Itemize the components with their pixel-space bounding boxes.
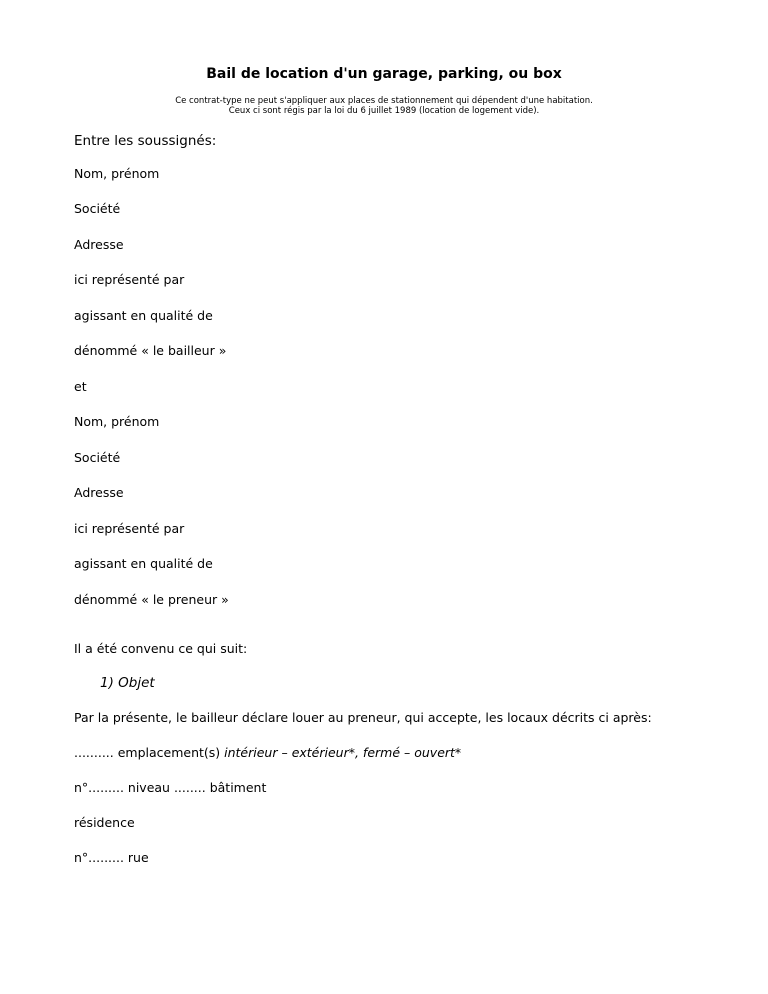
preneur-societe-field[interactable]: Société [74, 450, 121, 465]
subtitle-line-2: Ceux ci sont régis par la loi du 6 juillet 1989 (location de logement vide). [228, 106, 540, 116]
rue-field[interactable]: n°......... rue [74, 850, 149, 865]
subtitle-line-1: Ce contrat-type ne peut s'appliquer aux places de stationnement qui dépendent d'une habitation. [175, 96, 593, 106]
section-objet-heading: 1) Objet [100, 675, 155, 691]
bailleur-adresse-field[interactable]: Adresse [74, 237, 124, 252]
emplacement-field[interactable]: .......... emplacement(s) intérieur – extérieur*, fermé – ouvert* [74, 745, 462, 760]
preneur-denomme: dénommé « le preneur » [74, 592, 229, 607]
preneur-nom-field[interactable]: Nom, prénom [74, 414, 160, 429]
contract-page-lower [74, 0, 694, 994]
numero-niveau-batiment-field[interactable]: n°......... niveau ........ bâtiment [74, 780, 267, 795]
bailleur-societe-field[interactable]: Société [74, 201, 121, 216]
preneur-qualite-field[interactable]: agissant en qualité de [74, 556, 213, 571]
emplacement-options: intérieur – extérieur*, fermé – ouvert* [224, 745, 462, 760]
document-title: Bail de location d'un garage, parking, ou box [206, 66, 562, 82]
preneur-adresse-field[interactable]: Adresse [74, 485, 124, 500]
bailleur-qualite-field[interactable]: agissant en qualité de [74, 308, 213, 323]
convenu-text: Il a été convenu ce qui suit: [74, 641, 248, 656]
bailleur-represente-field[interactable]: ici représenté par [74, 272, 185, 287]
et-text: et [74, 379, 87, 394]
bailleur-nom-field[interactable]: Nom, prénom [74, 166, 160, 181]
intro-text: Entre les soussignés: [74, 133, 217, 149]
bailleur-denomme: dénommé « le bailleur » [74, 343, 227, 358]
objet-text: Par la présente, le bailleur déclare louer au preneur, qui accepte, les locaux décrits ci après: [74, 710, 652, 725]
preneur-represente-field[interactable]: ici représenté par [74, 521, 185, 536]
residence-field[interactable]: résidence [74, 815, 135, 830]
